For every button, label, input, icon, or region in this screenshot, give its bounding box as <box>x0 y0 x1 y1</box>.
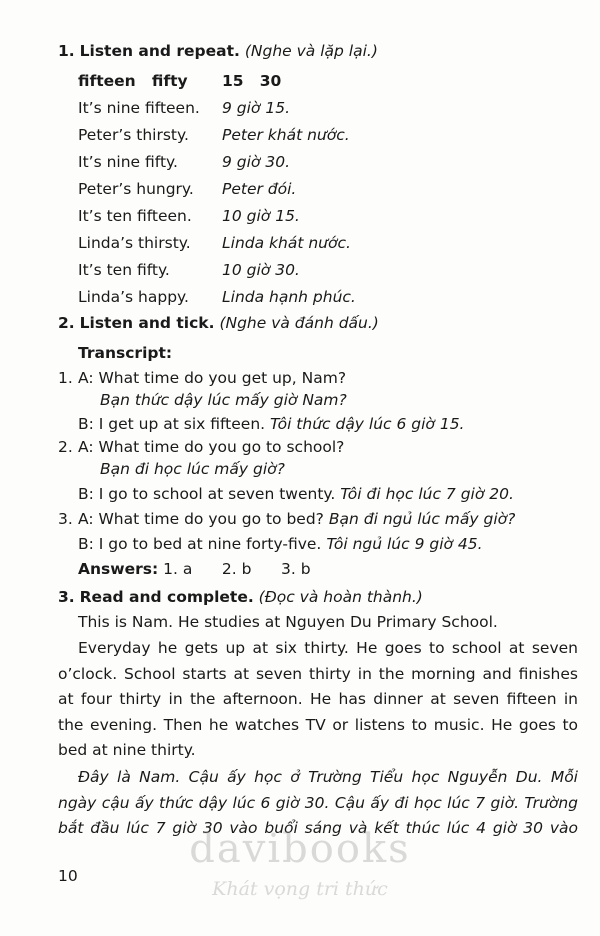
section-3-translation: (Đọc và hoàn thành.) <box>258 588 423 606</box>
item-3-answer: B: I go to bed at nine forty-five. <box>78 535 322 553</box>
pair-vietnamese: Linda hạnh phúc. <box>222 288 356 306</box>
item-2-question-vi: Bạn đi học lúc mấy giờ? <box>100 460 285 478</box>
answers-values: 1. a 2. b 3. b <box>163 560 311 578</box>
answers-label: Answers: <box>78 560 159 578</box>
pair-english: Linda’s thirsty. <box>78 234 191 252</box>
pair-english: It’s nine fifty. <box>78 153 178 171</box>
item-2-answer: B: I go to school at seven twenty. <box>78 485 336 503</box>
section-3-header <box>58 588 423 606</box>
section-2-header <box>58 314 379 332</box>
item-3-number: 3. <box>58 510 73 528</box>
section-3-heading: Read and complete. <box>79 588 254 606</box>
transcript-label: Transcript: <box>78 344 173 362</box>
item-1-number: 1. <box>58 369 73 387</box>
pair-english: Peter’s hungry. <box>78 180 194 198</box>
repeat-pair <box>78 153 290 171</box>
repeat-pair <box>78 180 297 198</box>
repeat-pair <box>78 207 300 225</box>
repeat-pair <box>78 99 290 117</box>
pair-vietnamese: Peter khát nước. <box>222 126 350 144</box>
pair-english: Peter’s thirsty. <box>78 126 189 144</box>
pair-english: It’s nine fifteen. <box>78 99 200 117</box>
item-2-answer-vi: Tôi đi học lúc 7 giờ 20. <box>340 485 514 503</box>
section-1-heading: Listen and repeat. <box>79 42 240 60</box>
item-1-answer: B: I get up at six fifteen. <box>78 415 266 433</box>
section-2-number: 2. <box>58 314 75 332</box>
pair-english: Linda’s happy. <box>78 288 189 306</box>
item-3-question: A: What time do you go to bed? <box>78 510 324 528</box>
watermark-slogan: Khát vọng tri thức <box>212 878 388 900</box>
repeat-pair <box>78 288 356 306</box>
watermark-brand: davibooks <box>189 826 411 872</box>
english-paragraph: Everyday he gets up at six thirty. He goes to school at seven o’clock. School starts at seven thirty in the morning and finishes at four thirty in the afternoon. He has dinner at seven fifteen in the evening. Then he watches TV or listens to music. He goes to bed at nine thirty. <box>58 639 578 759</box>
item-1-question-vi: Bạn thức dậy lúc mấy giờ Nam? <box>100 391 347 409</box>
page-number: 10 <box>58 867 78 885</box>
pair-vietnamese: 9 giờ 30. <box>222 153 290 171</box>
section-1-translation: (Nghe và lặp lại.) <box>244 42 378 60</box>
pair-vietnamese: 9 giờ 15. <box>222 99 290 117</box>
item-1-answer-vi: Tôi thức dậy lúc 6 giờ 15. <box>270 415 465 433</box>
pair-vietnamese: 10 giờ 15. <box>222 207 300 225</box>
pair-vietnamese: 10 giờ 30. <box>222 261 300 279</box>
header-words: fifteen fifty <box>78 72 188 90</box>
section-1-number: 1. <box>58 42 75 60</box>
vietnamese-paragraph: Đây là Nam. Cậu ấy học ở Trường Tiểu học Nguyễn Du. Mỗi ngày cậu ấy thức dậy lúc 6 giờ 30. Cậu ấy đi học lúc 7 giờ. Trường bắt đầu lúc 7 giờ 30 vào buổi sáng và kết thúc lúc 4 giờ 30 vào <box>58 768 578 837</box>
pair-vietnamese: Linda khát nước. <box>222 234 351 252</box>
item-3-answer-vi: Tôi ngủ lúc 9 giờ 45. <box>326 535 483 553</box>
section-2-translation: (Nghe và đánh dấu.) <box>219 314 379 332</box>
item-2-number: 2. <box>58 438 73 456</box>
pair-vietnamese: Peter đói. <box>222 180 297 198</box>
repeat-pair <box>78 234 351 252</box>
answers-line <box>78 560 311 578</box>
section-3-intro: This is Nam. He studies at Nguyen Du Primary School. <box>78 613 498 631</box>
section-1-header <box>58 42 378 60</box>
repeat-pair <box>78 261 300 279</box>
pair-english: It’s ten fifty. <box>78 261 170 279</box>
repeat-pair <box>78 126 350 144</box>
header-numbers: 15 30 <box>222 72 282 90</box>
item-3-question-vi: Bạn đi ngủ lúc mấy giờ? <box>328 510 516 528</box>
section-3-number: 3. <box>58 588 75 606</box>
section-2-heading: Listen and tick. <box>79 314 215 332</box>
item-2-question: A: What time do you go to school? <box>78 438 345 456</box>
item-1-question: A: What time do you get up, Nam? <box>78 369 347 387</box>
pair-english: It’s ten fifteen. <box>78 207 192 225</box>
section-1-header-row <box>78 72 282 90</box>
